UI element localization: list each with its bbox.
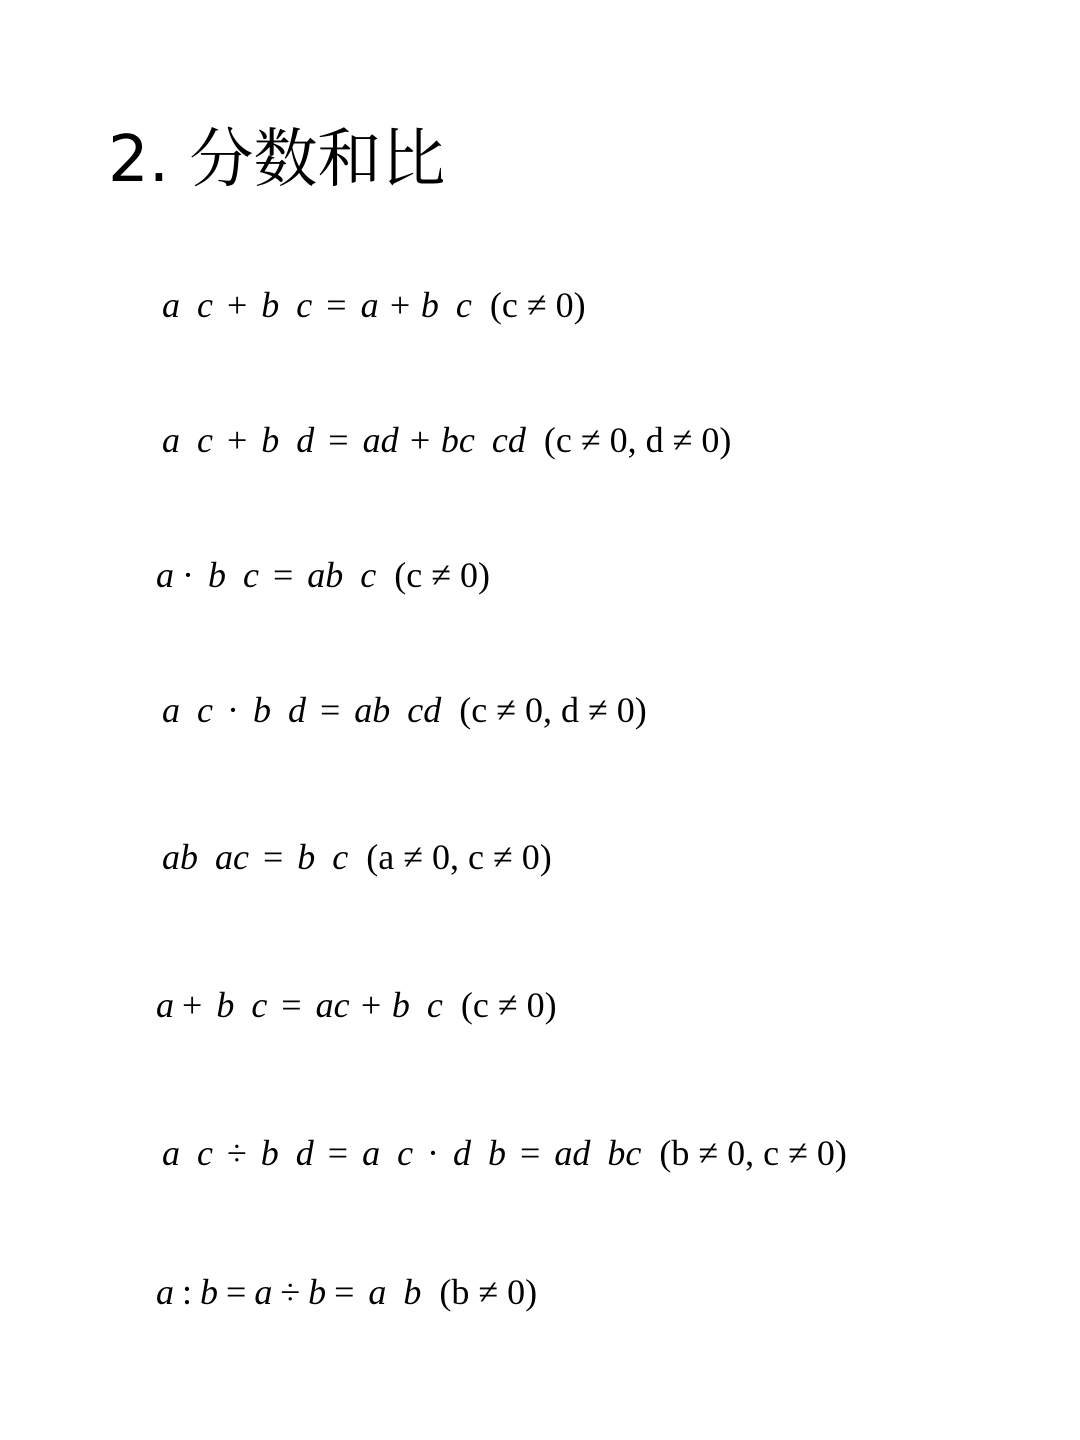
numerator: b: [297, 837, 316, 877]
denominator: c: [197, 420, 213, 460]
denominator: cd: [491, 420, 526, 460]
numerator: b: [208, 555, 226, 595]
formula-2: [154, 385, 733, 495]
operator: ·: [427, 1133, 440, 1173]
operator: +: [226, 285, 248, 325]
fraction: [357, 283, 476, 327]
numerator: ad: [554, 1133, 591, 1173]
fraction: [158, 688, 217, 732]
formula-6: [154, 950, 559, 1060]
fraction: [257, 1131, 318, 1175]
fraction: [257, 283, 316, 327]
numerator: b: [252, 690, 271, 730]
denominator: ac: [215, 837, 249, 877]
fraction: [350, 688, 445, 732]
fraction: [249, 688, 310, 732]
equals-sign: =: [327, 1133, 349, 1173]
fraction: [293, 835, 352, 879]
fraction: [158, 283, 217, 327]
operator: +: [226, 420, 248, 460]
numerator: ac + b: [315, 985, 410, 1025]
fraction: [359, 418, 530, 462]
formula-5: [154, 802, 554, 912]
numerator: a: [368, 1272, 387, 1312]
condition: (c ≠ 0): [489, 285, 586, 325]
equals-sign: =: [319, 690, 341, 730]
denominator: c: [455, 285, 472, 325]
numerator: a + b: [360, 285, 439, 325]
condition: (c ≠ 0): [460, 985, 557, 1025]
denominator: c: [243, 555, 259, 595]
formula-8: [154, 1237, 539, 1347]
operator: +: [182, 985, 203, 1025]
numerator: a: [162, 1133, 180, 1173]
fraction: [449, 1131, 510, 1175]
condition: (b ≠ 0): [439, 1272, 538, 1312]
condition: (c ≠ 0, d ≠ 0): [543, 420, 732, 460]
operator: ÷: [280, 1272, 301, 1312]
operator: :: [182, 1272, 193, 1312]
denominator: c: [332, 837, 349, 877]
denominator: c: [197, 690, 213, 730]
fraction: [212, 983, 271, 1027]
numerator: d: [453, 1133, 472, 1173]
numerator: b: [216, 985, 235, 1025]
equals-sign: =: [328, 420, 349, 460]
numerator: ab: [354, 690, 391, 730]
condition: (a ≠ 0, c ≠ 0): [366, 837, 552, 877]
formula-4: [154, 655, 649, 765]
fraction: [303, 553, 380, 597]
denominator: c: [360, 555, 377, 595]
numerator: a: [162, 420, 180, 460]
numerator: a: [362, 1133, 381, 1173]
variable: b: [200, 1272, 219, 1312]
equals-sign: =: [520, 1133, 541, 1173]
operator: ÷: [226, 1133, 247, 1173]
equals-sign: =: [262, 837, 284, 877]
fraction: [550, 1131, 645, 1175]
formula-7: [154, 1098, 849, 1208]
denominator: c: [197, 285, 213, 325]
denominator: c: [426, 985, 443, 1025]
equals-sign: =: [226, 1272, 247, 1312]
fraction: [158, 835, 253, 879]
formula-3: [154, 520, 492, 630]
denominator: cd: [407, 690, 442, 730]
fraction: [358, 1131, 417, 1175]
equals-sign: =: [281, 985, 302, 1025]
operator: ·: [226, 690, 239, 730]
fraction: [364, 1270, 425, 1314]
equals-sign: =: [326, 285, 347, 325]
fraction: [204, 553, 263, 597]
denominator: c: [251, 985, 268, 1025]
denominator: bc: [607, 1133, 642, 1173]
denominator: d: [287, 690, 306, 730]
numerator: b: [261, 285, 280, 325]
numerator: ab: [307, 555, 344, 595]
fraction: [257, 418, 318, 462]
variable: a: [156, 1272, 174, 1312]
variable: a: [156, 555, 174, 595]
fraction: [158, 418, 217, 462]
variable: a: [156, 985, 174, 1025]
page-title: 2. 分数和比: [108, 123, 446, 197]
denominator: b: [488, 1133, 507, 1173]
equals-sign: =: [272, 555, 294, 595]
variable: b: [308, 1272, 327, 1312]
denominator: c: [296, 285, 313, 325]
condition: (c ≠ 0, d ≠ 0): [459, 690, 647, 730]
condition: (b ≠ 0, c ≠ 0): [659, 1133, 847, 1173]
numerator: b: [261, 420, 280, 460]
numerator: a: [162, 690, 180, 730]
fraction: [312, 983, 447, 1027]
denominator: c: [397, 1133, 414, 1173]
numerator: ab: [162, 837, 198, 877]
denominator: d: [295, 1133, 314, 1173]
numerator: a: [162, 285, 180, 325]
numerator: ad + bc: [362, 420, 475, 460]
numerator: b: [260, 1133, 279, 1173]
condition: (c ≠ 0): [394, 555, 490, 595]
variable: a: [254, 1272, 273, 1312]
denominator: c: [197, 1133, 213, 1173]
equals-sign: =: [334, 1272, 355, 1312]
denominator: d: [296, 420, 315, 460]
denominator: b: [403, 1272, 422, 1312]
fraction: [158, 1131, 217, 1175]
formula-1: [154, 250, 588, 360]
operator: ·: [182, 555, 194, 595]
